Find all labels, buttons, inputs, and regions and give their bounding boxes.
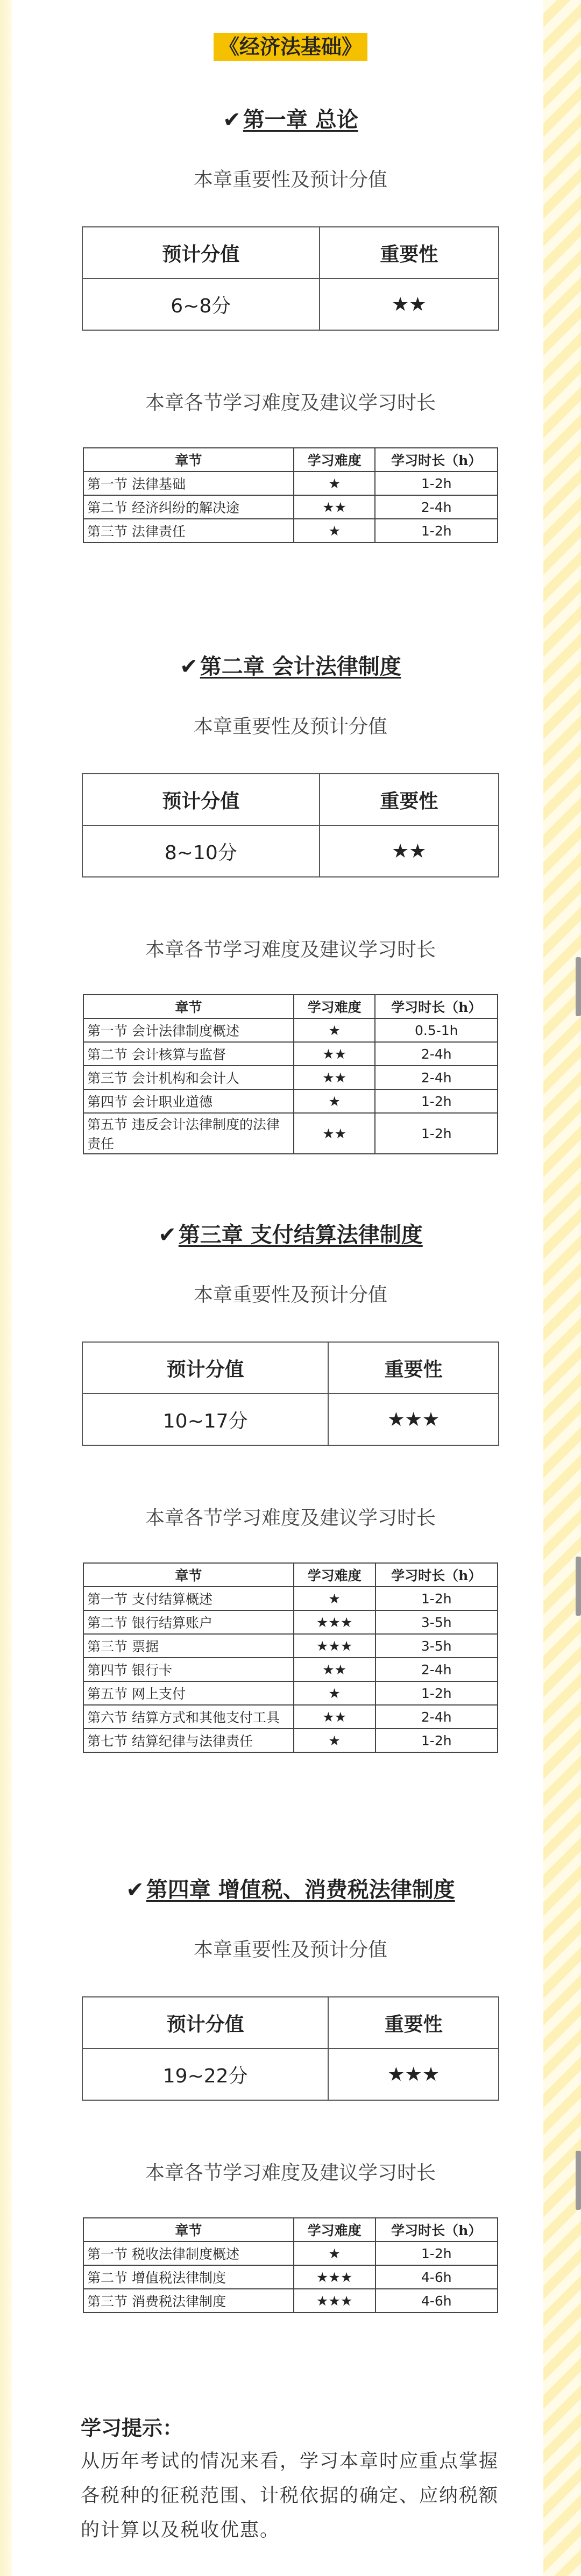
course-title: 《经济法基础》: [81, 30, 500, 60]
table-row: 第三节 会计机构和会计人 ★★ 2-4h: [83, 1066, 498, 1089]
sections-caption: 本章各节学习难度及建议学习时长: [145, 939, 436, 961]
tips-body: 从历年考试的情况来看，学习本章时应重点掌握各税种的征税范围、计税依据的确定、应纳税额的计算以及税收优惠。: [81, 2451, 499, 2541]
table-row: 第二节 会计核算与监督 ★★ 2-4h: [83, 1042, 498, 1066]
table-row: 第四节 银行卡 ★★ 2-4h: [83, 1658, 498, 1681]
sections-caption: 本章各节学习难度及建议学习时长: [145, 2162, 436, 2184]
table-row: 第一节 会计法律制度概述 ★ 0.5-1h: [83, 1018, 498, 1042]
checkmark-icon: ✔: [126, 1878, 144, 1902]
scrollbar-marker: [576, 1557, 581, 1616]
section-col-header: 章节: [83, 995, 294, 1018]
table-row: 第一节 支付结算概述 ★ 1-2h: [83, 1587, 498, 1610]
table-row: 第五节 网上支付 ★ 1-2h: [83, 1681, 498, 1705]
score-value: 10~17分: [82, 1394, 328, 1445]
table-row: 第三节 票据 ★★★ 3-5h: [83, 1634, 498, 1658]
time-col-header: 学习时长（h）: [375, 2218, 498, 2242]
difficulty-col-header: 学习难度: [294, 2218, 375, 2242]
score-header: 预计分值: [82, 1342, 328, 1394]
score-table: [82, 773, 499, 877]
importance-stars: ★★: [320, 279, 499, 330]
score-table: [82, 1996, 499, 2101]
importance-stars: ★★★: [328, 1394, 499, 1445]
importance-header: 重要性: [328, 1342, 499, 1394]
difficulty-col-header: 学习难度: [294, 995, 375, 1018]
sections-table: [83, 994, 498, 1154]
chapter-heading: ✔ 第二章 会计法律制度: [180, 654, 401, 679]
scrollbar-marker: [576, 957, 581, 1016]
importance-header: 重要性: [328, 1997, 499, 2049]
table-row: 第五节 违反会计法律制度的法律责任 ★★ 1-2h: [83, 1113, 498, 1154]
chapter-2: [81, 648, 500, 1154]
sections-caption: 本章各节学习难度及建议学习时长: [145, 392, 436, 414]
checkmark-icon: ✔: [158, 1223, 176, 1247]
section-col-header: 章节: [83, 1563, 294, 1587]
table-row: 第七节 结算纪律与法律责任 ★ 1-2h: [83, 1729, 498, 1752]
importance-caption: 本章重要性及预计分值: [193, 1939, 387, 1961]
importance-caption: 本章重要性及预计分值: [193, 716, 387, 738]
chapter-heading: ✔ 第一章 总论: [223, 108, 358, 132]
sections-table: [83, 1562, 498, 1753]
chapter-4: [81, 1871, 500, 2313]
table-row: 第一节 法律基础 ★ 1-2h: [83, 472, 498, 495]
difficulty-col-header: 学习难度: [294, 448, 375, 472]
importance-caption: 本章重要性及预计分值: [193, 1284, 387, 1306]
chapter-1: [81, 101, 500, 543]
study-tips: [81, 2411, 500, 2548]
tips-title: 学习提示：: [81, 2416, 183, 2440]
score-table: [82, 1341, 499, 1446]
table-row: 第四节 会计职业道德 ★ 1-2h: [83, 1089, 498, 1113]
importance-header: 重要性: [320, 227, 499, 279]
table-row: 第六节 结算方式和其他支付工具 ★★ 2-4h: [83, 1705, 498, 1729]
time-col-header: 学习时长（h）: [375, 1563, 498, 1587]
score-value: 19~22分: [82, 2049, 328, 2100]
score-value: 8~10分: [82, 825, 320, 877]
sections-table: [83, 2217, 498, 2313]
checkmark-icon: ✔: [180, 654, 198, 679]
importance-stars: ★★: [320, 825, 499, 877]
time-col-header: 学习时长（h）: [375, 448, 498, 472]
table-row: 第三节 法律责任 ★ 1-2h: [83, 519, 498, 543]
checkmark-icon: ✔: [223, 108, 241, 132]
score-header: 预计分值: [82, 227, 320, 279]
time-col-header: 学习时长（h）: [375, 995, 498, 1018]
importance-caption: 本章重要性及预计分值: [193, 169, 387, 191]
score-value: 6~8分: [82, 279, 320, 330]
chapter-heading: ✔ 第四章 增值税、消费税法律制度: [126, 1878, 455, 1902]
table-row: 第二节 银行结算账户 ★★★ 3-5h: [83, 1610, 498, 1634]
sections-table: [83, 447, 498, 543]
table-row: 第一节 税收法律制度概述 ★ 1-2h: [83, 2242, 498, 2265]
section-col-header: 章节: [83, 448, 294, 472]
section-col-header: 章节: [83, 2218, 294, 2242]
importance-stars: ★★★: [328, 2049, 499, 2100]
scrollbar-marker: [576, 2151, 581, 2210]
chapter-3: [81, 1216, 500, 1753]
table-row: 第三节 消费税法律制度 ★★★ 4-6h: [83, 2289, 498, 2313]
chapter-heading: ✔ 第三章 支付结算法律制度: [158, 1223, 423, 1247]
table-row: 第二节 增值税法律制度 ★★★ 4-6h: [83, 2265, 498, 2289]
difficulty-col-header: 学习难度: [294, 1563, 375, 1587]
score-header: 预计分值: [82, 774, 320, 825]
table-row: 第二节 经济纠纷的解决途 ★★ 2-4h: [83, 495, 498, 519]
score-header: 预计分值: [82, 1997, 328, 2049]
importance-header: 重要性: [320, 774, 499, 825]
left-decorative-border: [0, 0, 12, 2576]
score-table: [82, 226, 499, 331]
sections-caption: 本章各节学习难度及建议学习时长: [145, 1507, 436, 1529]
